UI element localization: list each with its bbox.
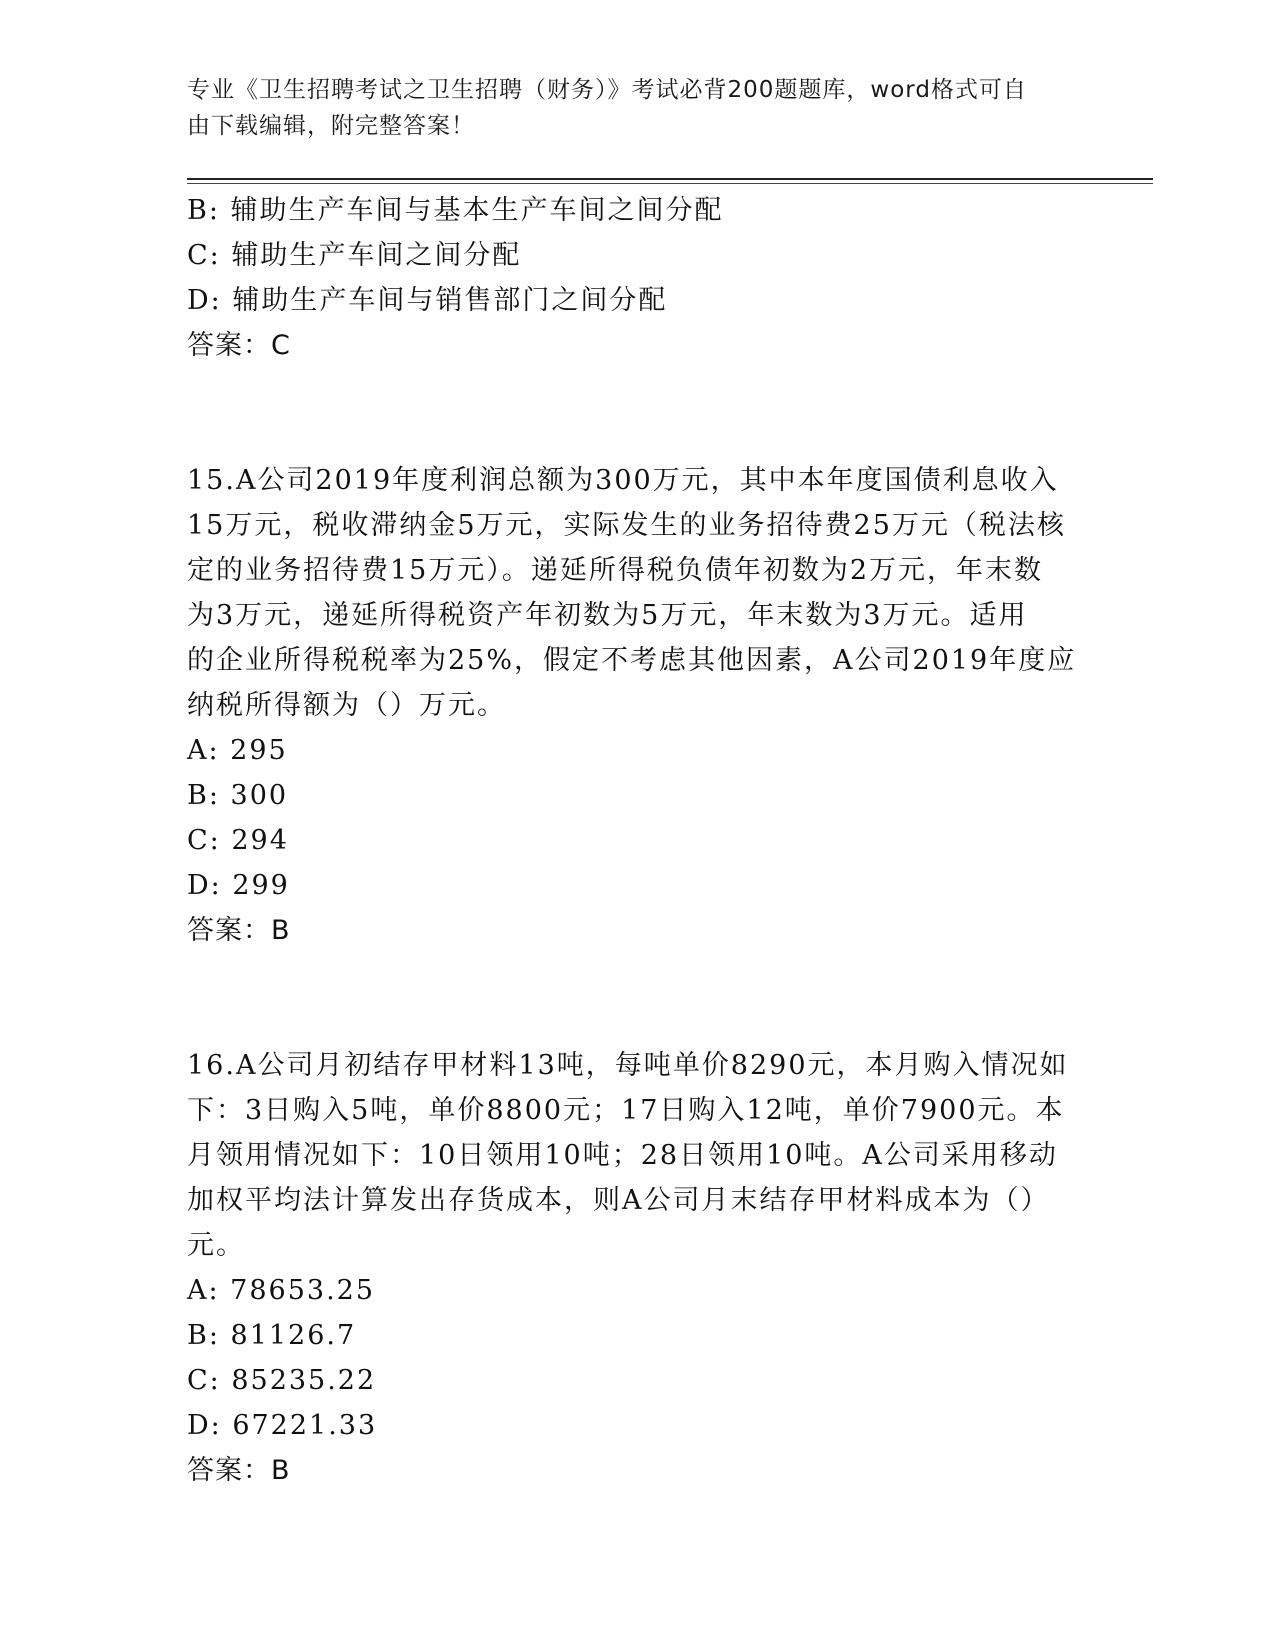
question-line: 纳税所得额为（）万元。 [187, 690, 506, 721]
question-line: 加权平均法计算发出存货成本，则A公司月末结存甲材料成本为（） [187, 1185, 1050, 1216]
question-line: 定的业务招待费15万元）。递延所得税负债年初数为2万元，年末数 [187, 555, 1044, 586]
option-d: D: 299 [187, 870, 290, 901]
spacer [187, 998, 1077, 1043]
question-line: 月领用情况如下：10日领用10吨；28日领用10吨。A公司采用移动 [187, 1140, 1058, 1171]
option-d: D: 辅助生产车间与销售部门之间分配 [187, 285, 668, 316]
header-line-2: 由下载编辑，附完整答案！ [187, 113, 475, 139]
option-a: A: 295 [187, 735, 288, 766]
question-line: 15万元，税收滞纳金5万元，实际发生的业务招待费25万元（税法核 [187, 510, 1066, 541]
option-c: C: 85235.22 [187, 1365, 377, 1396]
question-line: 元。 [187, 1230, 245, 1261]
header-divider-thick [187, 178, 1153, 180]
question-line: 15.A公司2019年度利润总额为300万元，其中本年度国债利息收入 [187, 465, 1059, 496]
header-line-1: 专业《卫生招聘考试之卫生招聘（财务）》考试必背200题题库，word格式可自 [187, 77, 1027, 103]
option-d: D: 67221.33 [187, 1410, 378, 1441]
option-c: C: 辅助生产车间之间分配 [187, 240, 522, 271]
question-line: 为3万元，递延所得税资产年初数为5万元，年末数为3万元。适用 [187, 600, 1028, 631]
header-divider-thin [187, 183, 1153, 184]
option-b: B: 81126.7 [187, 1320, 357, 1351]
answer-line: 答案：B [187, 1455, 291, 1486]
option-b: B: 辅助生产车间与基本生产车间之间分配 [187, 195, 724, 226]
option-b: B: 300 [187, 780, 289, 811]
question-line: 16.A公司月初结存甲材料13吨，每吨单价8290元，本月购入情况如 [187, 1050, 1069, 1081]
document-body [187, 188, 1077, 1493]
previous-question-block [187, 188, 1077, 368]
option-a: A: 78653.25 [187, 1275, 376, 1306]
spacer [187, 368, 1077, 413]
question-16-text [187, 1043, 1077, 1268]
spacer [187, 953, 1077, 998]
spacer [187, 413, 1077, 458]
page-header [187, 72, 1067, 144]
option-c: C: 294 [187, 825, 289, 856]
question-16-block [187, 1043, 1077, 1493]
question-15-text [187, 458, 1077, 728]
answer-line: 答案：C [187, 330, 291, 361]
answer-line: 答案：B [187, 915, 291, 946]
question-line: 下：3日购入5吨，单价8800元；17日购入12吨，单价7900元。本 [187, 1095, 1065, 1126]
question-15-block [187, 458, 1077, 953]
question-line: 的企业所得税税率为25%，假定不考虑其他因素，A公司2019年度应 [187, 645, 1077, 676]
